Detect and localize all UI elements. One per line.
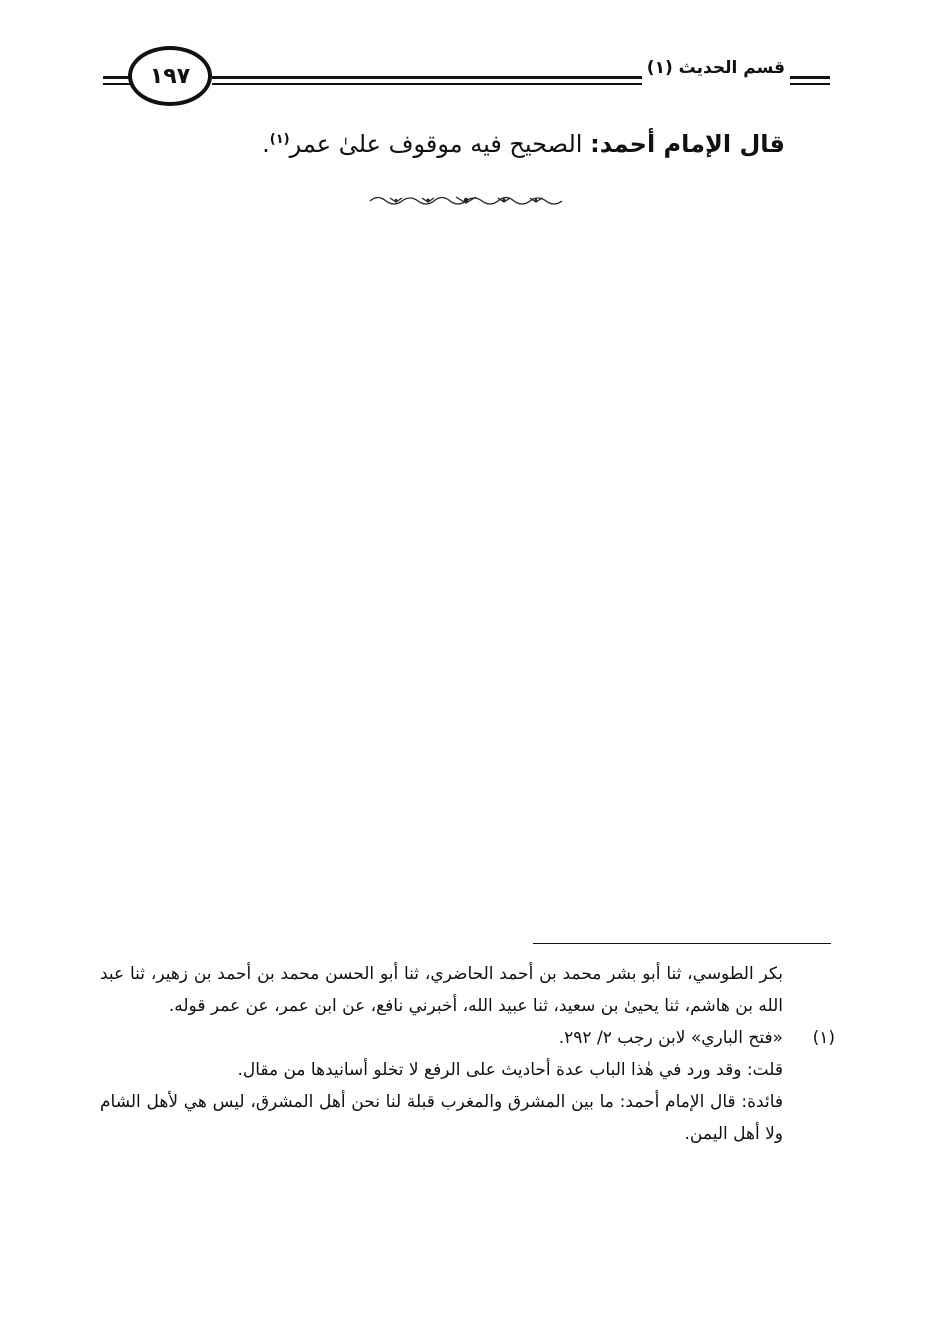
- header-rule-left: [103, 76, 130, 79]
- footnote-separator: [533, 943, 831, 944]
- footnote-1-text: «فتح الباري» لابن رجب ٢/ ٢٩٢.: [558, 1028, 783, 1048]
- footnote-1-benefit: فائدة: قال الإمام أحمد: ما بين المشرق والمغرب قبلة لنا نحن أهل المشرق، ليس هي لأهل الشام ولا أهل اليمن.: [100, 1092, 783, 1144]
- header-rule-middle: [212, 76, 642, 79]
- quote-speaker: قال الإمام أحمد: [599, 130, 785, 158]
- ornament-divider-icon: [368, 192, 564, 208]
- header-rule-left-thin: [103, 83, 130, 85]
- quote-statement: الصحيح فيه موقوف علىٰ عمر: [289, 130, 591, 158]
- footnote-ref[interactable]: (١): [269, 132, 290, 147]
- footnotes: [100, 958, 835, 1150]
- quote-colon: :: [590, 130, 600, 158]
- footnote-1-marker: (١): [812, 1028, 835, 1048]
- footnote-continuation: بكر الطوسي، ثنا أبو بشر محمد بن أحمد الحاضري، ثنا أبو الحسن محمد بن أحمد بن زهير، ثنا عبد الله بن هاشم، ثنا يحيىٰ بن سعيد، ثنا عبيد الله، أخبرني نافع، عن ابن عمر، عن عمر قوله.: [100, 964, 783, 1016]
- page-number-badge: [128, 46, 212, 106]
- footnote-1: [100, 1022, 835, 1054]
- footnote-1-comment: قلت: وقد ورد في هٰذا الباب عدة أحاديث على الرفع لا تخلو أسانيدها من مقال.: [237, 1060, 783, 1080]
- header-rule-right: [790, 76, 830, 79]
- running-title: قسم الحديث (١): [646, 58, 785, 78]
- header-rule-middle-thin: [212, 83, 642, 85]
- header-rule-right-thin: [790, 83, 830, 85]
- quote-end-punct: .: [262, 130, 270, 158]
- main-quote: [230, 130, 785, 158]
- page-number: ١٩٧: [149, 63, 191, 89]
